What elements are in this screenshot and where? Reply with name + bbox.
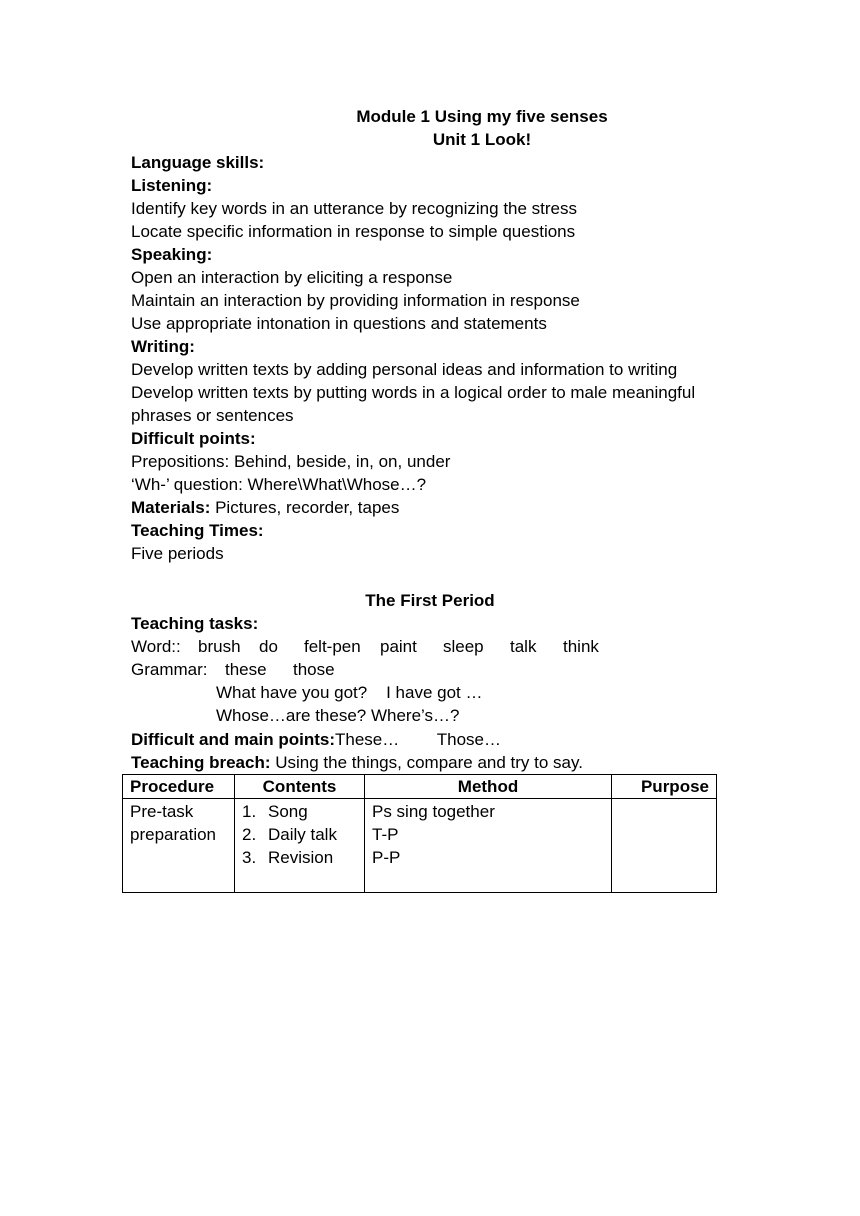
teaching-breach-label: Teaching breach: xyxy=(131,753,271,772)
word-item: think xyxy=(563,637,599,656)
teaching-breach-value: Using the things, compare and try to say. xyxy=(270,753,583,772)
speaking-item: Use appropriate intonation in questions and statements xyxy=(131,314,547,333)
main-points-value: These… Those… xyxy=(335,730,501,749)
listening-heading: Listening: xyxy=(131,176,213,195)
language-skills-heading: Language skills: xyxy=(131,153,265,172)
materials-value: Pictures, recorder, tapes xyxy=(210,498,400,517)
teaching-times-value: Five periods xyxy=(131,544,224,563)
speaking-item: Maintain an interaction by providing information in response xyxy=(131,291,580,310)
contents-item xyxy=(242,800,357,823)
contents-item-text: Revision xyxy=(268,848,334,867)
header-purpose: Purpose xyxy=(612,775,717,799)
document-title: Module 1 Using my five senses xyxy=(356,107,608,126)
word-item: do xyxy=(259,637,278,656)
word-item: paint xyxy=(380,637,417,656)
teaching-tasks-heading: Teaching tasks: xyxy=(131,614,259,633)
difficult-point-item: Prepositions: Behind, beside, in, on, under xyxy=(131,452,451,471)
grammar-line: Whose…are these? Where’s…? xyxy=(216,706,460,725)
procedure-cell xyxy=(123,799,235,893)
word-item: brush xyxy=(198,637,241,656)
procedure-line: preparation xyxy=(130,825,217,844)
grammar-line: What have you got? I have got … xyxy=(216,683,483,702)
contents-item-number: 3. xyxy=(242,848,257,867)
writing-heading: Writing: xyxy=(131,337,195,356)
main-points-label: Difficult and main points: xyxy=(131,730,335,749)
teaching-times-heading: Teaching Times: xyxy=(131,521,264,540)
word-label: Word:: xyxy=(131,637,181,656)
contents-item-text: Song xyxy=(268,802,308,821)
purpose-cell xyxy=(612,799,717,893)
table-row xyxy=(123,799,717,893)
contents-item xyxy=(242,846,357,869)
method-cell xyxy=(365,799,612,893)
grammar-word: these xyxy=(225,660,267,679)
grammar-label: Grammar: xyxy=(131,660,208,679)
main-points-line xyxy=(131,728,501,751)
word-item: felt-pen xyxy=(304,637,361,656)
document-subtitle: Unit 1 Look! xyxy=(432,130,532,149)
contents-item-text: Daily talk xyxy=(268,825,337,844)
materials-line xyxy=(131,496,399,519)
difficult-points-heading: Difficult points: xyxy=(131,429,256,448)
header-procedure: Procedure xyxy=(123,775,235,799)
contents-item-number: 2. xyxy=(242,825,257,844)
procedure-line: Pre-task xyxy=(130,802,194,821)
contents-item xyxy=(242,823,357,846)
contents-cell xyxy=(235,799,365,893)
writing-item: Develop written texts by adding personal ideas and information to writing xyxy=(131,360,678,379)
writing-item: Develop written texts by putting words in a logical order to male meaningful xyxy=(131,383,696,402)
method-line: T-P xyxy=(372,825,399,844)
contents-item-number: 1. xyxy=(242,802,257,821)
materials-label: Materials: xyxy=(131,498,211,517)
header-contents: Contents xyxy=(235,775,365,799)
writing-item: phrases or sentences xyxy=(131,406,294,425)
table-header-row xyxy=(123,775,717,799)
period-title: The First Period xyxy=(365,591,495,610)
word-item: sleep xyxy=(443,637,484,656)
speaking-heading: Speaking: xyxy=(131,245,213,264)
teaching-breach-line xyxy=(131,751,583,774)
method-line: P-P xyxy=(372,848,401,867)
difficult-point-item: ‘Wh-’ question: Where\What\Whose…? xyxy=(131,475,427,494)
listening-item: Identify key words in an utterance by recognizing the stress xyxy=(131,199,578,218)
listening-item: Locate specific information in response to simple questions xyxy=(131,222,576,241)
word-item: talk xyxy=(510,637,537,656)
header-method: Method xyxy=(365,775,612,799)
speaking-item: Open an interaction by eliciting a response xyxy=(131,268,453,287)
grammar-word: those xyxy=(293,660,335,679)
procedure-table xyxy=(122,774,717,893)
method-line: Ps sing together xyxy=(372,802,495,821)
